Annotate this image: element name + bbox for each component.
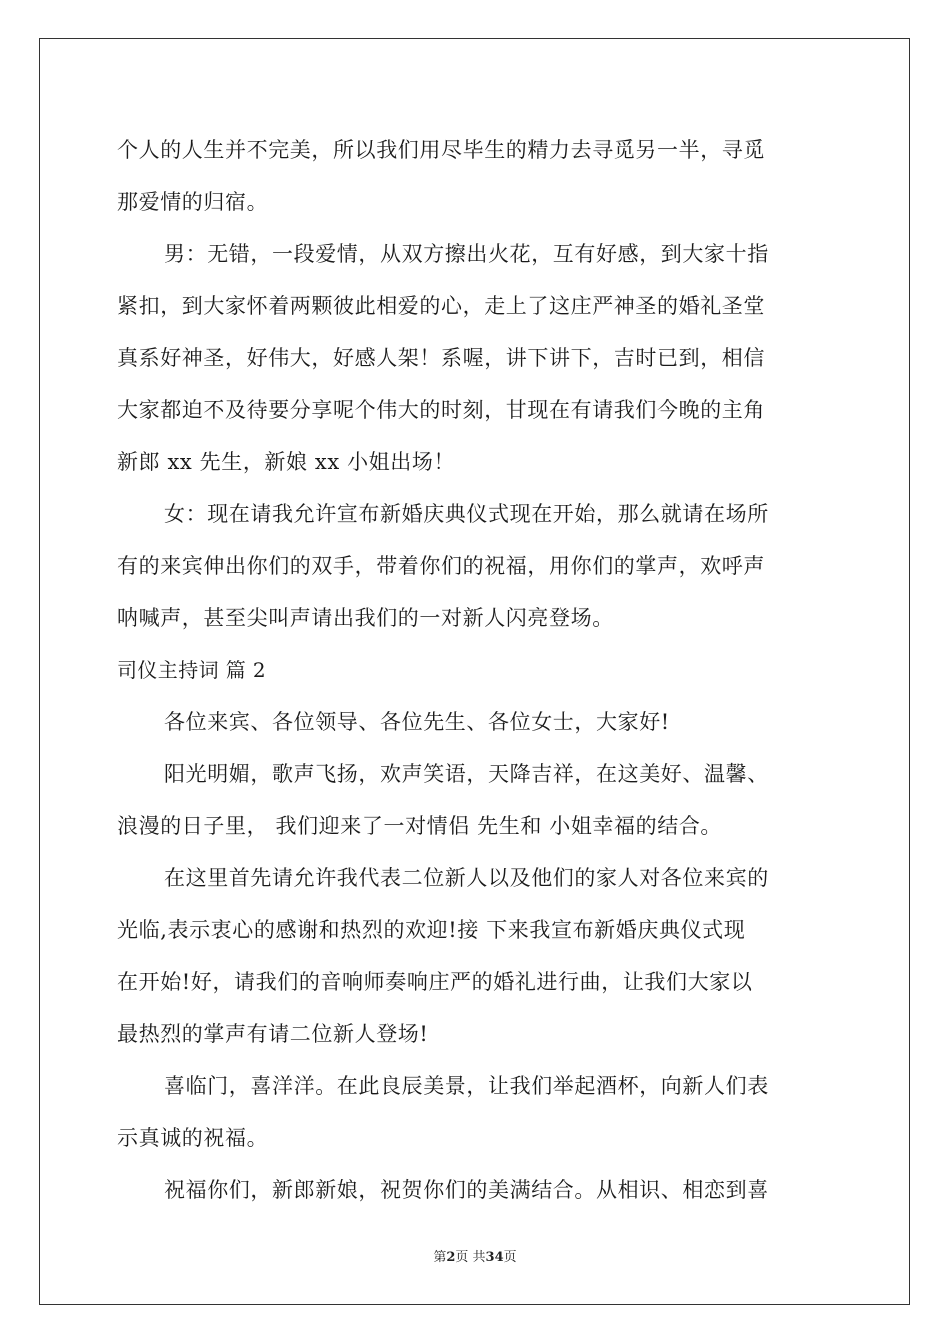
paragraph: [117, 748, 833, 852]
text-line: 大家都迫不及待要分享呢个伟大的时刻，甘现在有请我们今晚的主角: [117, 398, 765, 422]
paragraph: [117, 696, 833, 748]
text-line: 紧扣，到大家怀着两颗彼此相爱的心，走上了这庄严神圣的婚礼圣堂: [117, 294, 765, 318]
text-line: 女：现在请我允许宣布新婚庆典仪式现在开始，那么就请在场所: [164, 502, 769, 526]
text-line: 最热烈的掌声有请二位新人登场!: [117, 1022, 429, 1046]
paragraph: [117, 1060, 833, 1164]
text-line: 男：无错，一段爱情，从双方擦出火花，互有好感，到大家十指: [164, 242, 769, 266]
paragraph: [117, 124, 833, 228]
footer-total-pages: 34: [485, 1250, 504, 1265]
text-line: 浪漫的日子里， 我们迎来了一对情侣 先生和 小姐幸福的结合。: [117, 814, 723, 838]
page-footer: [0, 1246, 950, 1265]
footer-page-number: 2: [446, 1250, 456, 1265]
footer-suffix: 页: [503, 1250, 517, 1265]
text-line: 在这里首先请允许我代表二位新人以及他们的家人对各位来宾的: [164, 866, 769, 890]
paragraph: [117, 1164, 833, 1216]
text-line: 个人的人生并不完美，所以我们用尽毕生的精力去寻觅另一半，寻觅: [117, 138, 765, 162]
text-line: 真系好神圣，好伟大，好感人架！系喔，讲下讲下，吉时已到，相信: [117, 346, 765, 370]
text-line: 呐喊声，甚至尖叫声请出我们的一对新人闪亮登场。: [117, 606, 614, 630]
text-line: 示真诚的祝福。: [117, 1126, 269, 1150]
text-line: 各位来宾、各位领导、各位先生、各位女士，大家好!: [164, 710, 670, 734]
footer-mid: 页 共: [455, 1250, 486, 1265]
text-line: 有的来宾伸出你们的双手，带着你们的祝福，用你们的掌声，欢呼声: [117, 554, 765, 578]
text-line: 新郎 xx 先生，新娘 xx 小姐出场！: [117, 450, 456, 474]
text-line: 阳光明媚，歌声飞扬，欢声笑语，天降吉祥，在这美好、温馨、: [164, 762, 769, 786]
footer-prefix: 第: [433, 1250, 447, 1265]
text-line: 光临,表示衷心的感谢和热烈的欢迎!接 下来我宣布新婚庆典仪式现: [117, 918, 746, 942]
section-heading: 司仪主持词 篇 2: [117, 658, 267, 682]
text-line: 祝福你们，新郎新娘，祝贺你们的美满结合。从相识、相恋到喜: [164, 1178, 769, 1202]
paragraph: [117, 488, 833, 644]
text-line: 在开始!好，请我们的音响师奏响庄严的婚礼进行曲，让我们大家以: [117, 970, 753, 994]
text-line: 那爱情的归宿。: [117, 190, 269, 214]
document-body: [117, 124, 833, 1216]
paragraph: [117, 228, 833, 488]
text-line: 喜临门，喜洋洋。在此良辰美景，让我们举起酒杯，向新人们表: [164, 1074, 769, 1098]
paragraph: [117, 852, 833, 1060]
